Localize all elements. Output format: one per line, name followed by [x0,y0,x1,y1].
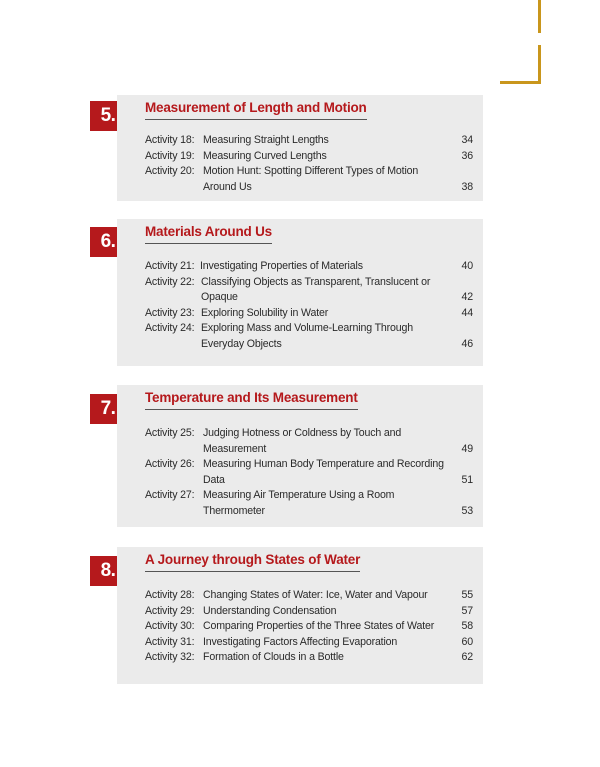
activity-item[interactable] [145,321,473,352]
activity-label: Activity 24: [145,322,195,334]
activity-label: Activity 28: [145,589,195,601]
chapter-title[interactable]: Temperature and Its Measurement [145,390,358,410]
activity-label: Activity 25: [145,427,195,439]
activity-title: Classifying Objects as Transparent, Translucent or Opaque [201,275,431,303]
chapter-6-panel [117,219,483,366]
activity-title: Exploring Solubility in Water [201,306,329,319]
chapter-7-panel [117,385,483,527]
activity-item[interactable] [145,588,473,604]
activity-page-number: 42 [461,291,473,303]
chapter-title[interactable]: Materials Around Us [145,224,272,244]
activity-page-number: 44 [461,306,473,319]
activity-title: Measuring Air Temperature Using a Room Thermometer [203,489,395,517]
activity-list [145,133,473,195]
activity-title: Motion Hunt: Spotting Different Types of Motion Around Us [203,165,419,193]
activity-item[interactable] [145,149,473,165]
corner-mark-horizontal-stroke [500,81,541,84]
activity-title: Formation of Clouds in a Bottle [203,651,344,663]
activity-title: Measuring Human Body Temperature and Recording Data [203,458,444,486]
activity-label: Activity 20: [145,165,195,177]
activity-page-number: 57 [461,604,473,617]
activity-label: Activity 18: [145,134,195,146]
activity-list [145,426,473,519]
activity-list [145,259,473,352]
activity-item[interactable] [145,604,473,620]
activity-label: Activity 30: [145,620,195,632]
activity-title: Measuring Straight Lengths [203,134,329,146]
activity-item[interactable] [145,164,473,195]
activity-page-number: 49 [461,442,473,455]
activity-item[interactable] [145,457,473,488]
activity-title: Investigating Factors Affecting Evaporation [203,635,398,648]
activity-list [145,588,473,666]
activity-page-number: 38 [461,180,473,193]
corner-mark-bottom-stroke [538,45,541,84]
activity-page-number: 60 [461,635,473,648]
activity-title: Exploring Mass and Volume-Learning Through Everyday Objects [201,322,413,350]
corner-mark-decoration [500,0,541,84]
activity-page-number: 34 [461,134,473,146]
activity-label: Activity 29: [145,604,195,617]
activity-title: Judging Hotness or Coldness by Touch and Measurement [203,427,402,455]
chapter-5-panel [117,95,483,201]
activity-page-number: 58 [461,620,473,632]
chapter-number-badge: 5. [90,101,126,131]
activity-title: Measuring Curved Lengths [203,149,327,162]
corner-mark-top-stroke [538,0,541,33]
activity-title: Investigating Properties of Materials [200,260,363,272]
activity-item[interactable] [145,306,473,322]
activity-label: Activity 23: [145,306,195,319]
activity-label: Activity 27: [145,489,195,501]
activity-item[interactable] [145,275,473,306]
chapter-number-badge: 8. [90,556,126,586]
chapter-number-badge: 6. [90,227,126,257]
chapter-8-panel [117,547,483,684]
chapter-title[interactable]: A Journey through States of Water [145,552,360,572]
activity-label: Activity 22: [145,275,195,288]
activity-item[interactable] [145,635,473,651]
activity-label: Activity 21: [145,260,195,272]
chapter-title[interactable]: Measurement of Length and Motion [145,100,367,120]
activity-label: Activity 32: [145,651,195,663]
activity-page-number: 36 [461,149,473,162]
activity-page-number: 40 [461,260,473,272]
activity-label: Activity 31: [145,635,195,648]
activity-item[interactable] [145,259,473,275]
activity-page-number: 46 [461,337,473,350]
activity-title: Changing States of Water: Ice, Water and Vapour [203,589,428,601]
activity-item[interactable] [145,488,473,519]
activity-item[interactable] [145,619,473,635]
activity-page-number: 55 [461,589,473,601]
activity-page-number: 53 [461,504,473,517]
activity-page-number: 62 [461,651,473,663]
activity-item[interactable] [145,133,473,149]
activity-label: Activity 26: [145,458,195,470]
activity-item[interactable] [145,426,473,457]
activity-title: Comparing Properties of the Three States of Water [203,620,435,632]
activity-page-number: 51 [461,473,473,486]
activity-item[interactable] [145,650,473,666]
activity-title: Understanding Condensation [203,604,337,617]
activity-label: Activity 19: [145,149,195,162]
chapter-number-badge: 7. [90,394,126,424]
